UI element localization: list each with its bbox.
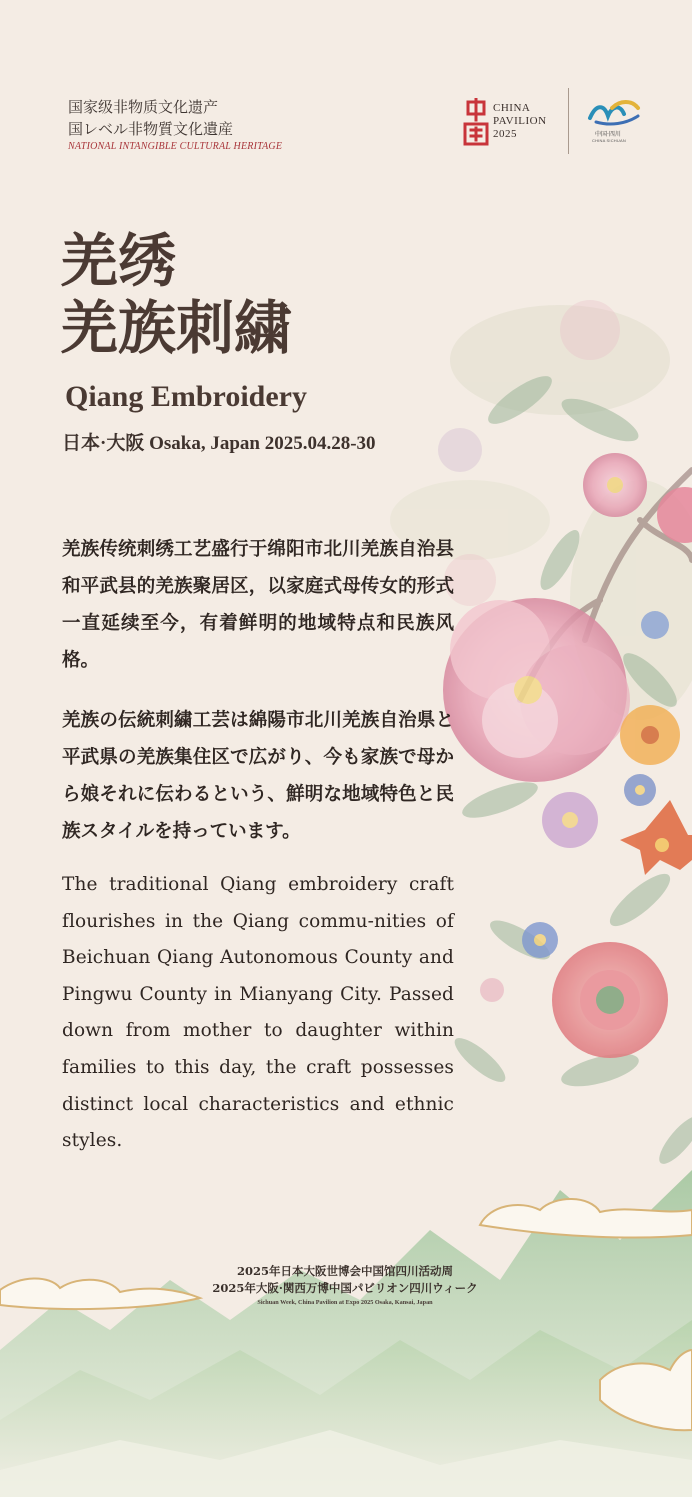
title-line-2: 羌族刺繍: [60, 294, 293, 362]
heritage-ja: 国レベル非物質文化遺産: [68, 120, 234, 138]
page-title: [60, 228, 292, 362]
sichuan-logo-en: CHINA SICHUAN: [592, 138, 626, 143]
logo-line-china: CHINA: [493, 102, 531, 114]
heritage-en: NATIONAL INTANGIBLE CULTURAL HERITAGE: [68, 141, 283, 152]
china-pavilion-logo: [462, 98, 562, 146]
footer-zh: 2025年日本大阪世博会中国馆四川活动周: [236, 1264, 453, 1278]
title-english: Qiang Embroidery: [65, 380, 307, 413]
description-en: The traditional Qiang embroidery craft flourishes in the Qiang commu-nities of Beichuan Qiang Autonomous County and Pingwu County in Mianyang City. Passed down from mother to daughter within families to this day, the craft possesses distinct local characteristics and ethnic styles.: [62, 874, 454, 1152]
sichuan-logo-zh: 中国·四川: [595, 131, 621, 138]
heritage-label: [68, 96, 282, 152]
sichuan-wave-icon: [586, 98, 642, 128]
heritage-zh: 国家级非物质文化遗产: [68, 98, 219, 116]
logo-divider: [568, 88, 569, 154]
title-line-1: 羌绣: [60, 227, 177, 295]
description-zh: 羌族传统刺绣工艺盛行于绵阳市北川羌族自治县和平武县的羌族聚居区，以家庭式母传女的形式一直延续至今，有着鲜明的地域特点和民族风格。: [62, 539, 454, 671]
china-pavilion-text: [493, 102, 547, 141]
footer-ja: 2025年大阪·関西万博中国パビリオン四川ウィーク: [212, 1281, 478, 1295]
logo-line-year: 2025: [493, 128, 517, 140]
sichuan-logo: [586, 98, 642, 148]
logo-line-pavilion: PAVILION: [493, 115, 547, 127]
event-footer: [200, 1263, 490, 1306]
event-dateline: 日本·大阪 Osaka, Japan 2025.04.28-30: [62, 433, 376, 454]
china-seal-icon: [462, 98, 490, 146]
description-ja: 羌族の伝統刺繍工芸は綿陽市北川羌族自治県と平武県の羌族集住区で広がり、今も家族で母から娘それに伝わるという、鮮明な地域特色と民族スタイルを持っています。: [62, 710, 454, 842]
footer-en: Sichuan Week, China Pavilion at Expo 2025 Osaka, Kansai, Japan: [257, 1299, 433, 1306]
